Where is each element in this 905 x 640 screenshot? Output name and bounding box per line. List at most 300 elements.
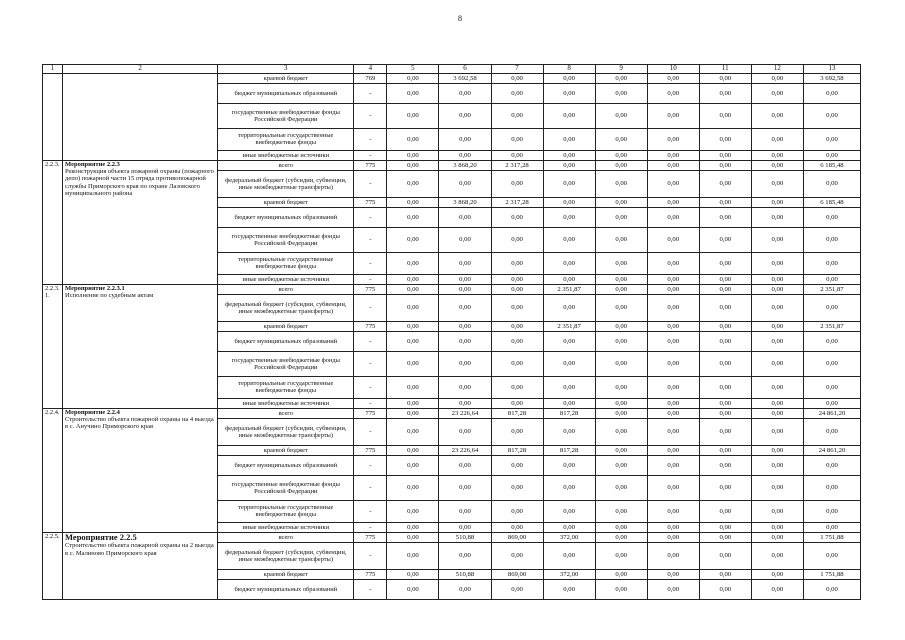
- amount-cell: 0,00: [699, 331, 751, 351]
- event-description-cell: [63, 284, 218, 408]
- amount-cell: 0,00: [543, 331, 595, 351]
- funding-source: иные внебюджетные источники: [218, 150, 354, 160]
- amount-cell: 0,00: [387, 252, 439, 274]
- amount-cell: 0,00: [543, 294, 595, 321]
- funding-source: иные внебюджетные источники: [218, 522, 354, 532]
- ministry-code: -: [354, 128, 387, 150]
- event-title: Мероприятие 2.2.3: [65, 160, 120, 168]
- amount-cell: 0,00: [595, 252, 647, 274]
- amount-cell: 0,00: [543, 170, 595, 197]
- funding-source: иные внебюджетные источники: [218, 398, 354, 408]
- amount-cell: 2 317,28: [491, 197, 543, 207]
- event-description-cell: [63, 160, 218, 284]
- amount-cell: 1 751,88: [803, 569, 860, 579]
- amount-cell: 0,00: [595, 418, 647, 445]
- amount-cell: 0,00: [647, 207, 699, 227]
- header-cell: 13: [803, 65, 860, 74]
- amount-cell: 0,00: [543, 160, 595, 170]
- amount-cell: 0,00: [387, 408, 439, 418]
- amount-cell: 0,00: [647, 294, 699, 321]
- amount-cell: 0,00: [439, 227, 491, 252]
- amount-cell: 0,00: [751, 128, 803, 150]
- amount-cell: 3 692,58: [439, 73, 491, 83]
- amount-cell: 0,00: [699, 274, 751, 284]
- amount-cell: 0,00: [491, 376, 543, 398]
- amount-cell: 0,00: [595, 408, 647, 418]
- amount-cell: 0,00: [647, 569, 699, 579]
- event-number: 2.2.4.: [43, 408, 63, 532]
- ministry-code: -: [354, 500, 387, 522]
- amount-cell: 0,00: [647, 579, 699, 599]
- amount-cell: 0,00: [751, 408, 803, 418]
- funding-source: федеральный бюджет (субсидии, субвенции, иные межбюджетные трансферты): [218, 170, 354, 197]
- amount-cell: 0,00: [543, 579, 595, 599]
- funding-source: территориальные государственные внебюджетные фонды: [218, 252, 354, 274]
- amount-cell: 1 751,88: [803, 532, 860, 542]
- funding-source: федеральный бюджет (субсидии, субвенции, иные межбюджетные трансферты): [218, 294, 354, 321]
- amount-cell: 0,00: [387, 569, 439, 579]
- amount-cell: 0,00: [543, 398, 595, 408]
- ministry-code: -: [354, 542, 387, 569]
- amount-cell: 0,00: [491, 128, 543, 150]
- amount-cell: 0,00: [647, 331, 699, 351]
- amount-cell: 0,00: [595, 83, 647, 103]
- amount-cell: 0,00: [543, 351, 595, 376]
- amount-cell: 0,00: [699, 150, 751, 160]
- amount-cell: 0,00: [491, 207, 543, 227]
- amount-cell: 0,00: [595, 207, 647, 227]
- amount-cell: 0,00: [699, 522, 751, 532]
- header-cell: 9: [595, 65, 647, 74]
- amount-cell: 0,00: [595, 150, 647, 160]
- amount-cell: 0,00: [647, 73, 699, 83]
- amount-cell: 0,00: [751, 522, 803, 532]
- funding-source: территориальные государственные внебюджетные фонды: [218, 128, 354, 150]
- amount-cell: 0,00: [387, 103, 439, 128]
- amount-cell: 0,00: [595, 197, 647, 207]
- ministry-code: -: [354, 150, 387, 160]
- funding-source: краевой бюджет: [218, 197, 354, 207]
- amount-cell: 0,00: [543, 73, 595, 83]
- amount-cell: 0,00: [543, 376, 595, 398]
- ministry-code: -: [354, 376, 387, 398]
- amount-cell: 0,00: [647, 284, 699, 294]
- amount-cell: 0,00: [647, 227, 699, 252]
- amount-cell: 0,00: [803, 103, 860, 128]
- budget-table: [42, 64, 861, 600]
- funding-source: краевой бюджет: [218, 73, 354, 83]
- amount-cell: 0,00: [803, 418, 860, 445]
- amount-cell: 0,00: [387, 351, 439, 376]
- ministry-code: 775: [354, 197, 387, 207]
- amount-cell: 0,00: [647, 455, 699, 475]
- amount-cell: 0,00: [803, 274, 860, 284]
- amount-cell: 0,00: [647, 128, 699, 150]
- amount-cell: 0,00: [439, 150, 491, 160]
- event-description: Строительство объекта пожарной охраны на 4 выезда в с. Анучино Приморского края: [65, 416, 214, 431]
- funding-source: бюджет муниципальных образований: [218, 455, 354, 475]
- amount-cell: 0,00: [751, 445, 803, 455]
- amount-cell: 0,00: [491, 252, 543, 274]
- amount-cell: 0,00: [803, 294, 860, 321]
- header-cell: 1: [43, 65, 63, 74]
- amount-cell: 0,00: [595, 351, 647, 376]
- amount-cell: 0,00: [699, 418, 751, 445]
- amount-cell: 0,00: [699, 500, 751, 522]
- funding-source: всего: [218, 532, 354, 542]
- amount-cell: 0,00: [595, 376, 647, 398]
- event-number: [43, 73, 63, 160]
- amount-cell: 0,00: [439, 579, 491, 599]
- amount-cell: 0,00: [699, 207, 751, 227]
- amount-cell: 0,00: [699, 170, 751, 197]
- amount-cell: 0,00: [387, 160, 439, 170]
- event-description: Реконструкция объекта пожарной охраны (пожарного депо) пожарной части 15 отряда противопожарной службы Приморского края по охране Лазовского муниципального района: [65, 168, 214, 197]
- amount-cell: 817,28: [543, 445, 595, 455]
- amount-cell: 0,00: [543, 103, 595, 128]
- amount-cell: 0,00: [595, 579, 647, 599]
- amount-cell: 0,00: [647, 197, 699, 207]
- amount-cell: 23 226,64: [439, 445, 491, 455]
- amount-cell: 0,00: [751, 398, 803, 408]
- amount-cell: 0,00: [751, 376, 803, 398]
- amount-cell: 0,00: [803, 331, 860, 351]
- amount-cell: 0,00: [439, 398, 491, 408]
- amount-cell: 0,00: [647, 532, 699, 542]
- amount-cell: 0,00: [387, 398, 439, 408]
- funding-source: бюджет муниципальных образований: [218, 579, 354, 599]
- header-cell: 2: [63, 65, 218, 74]
- funding-source: федеральный бюджет (субсидии, субвенции, иные межбюджетные трансферты): [218, 542, 354, 569]
- amount-cell: 0,00: [647, 418, 699, 445]
- amount-cell: 3 692,58: [803, 73, 860, 83]
- header-cell: 5: [387, 65, 439, 74]
- amount-cell: 372,00: [543, 532, 595, 542]
- amount-cell: 0,00: [439, 294, 491, 321]
- amount-cell: 0,00: [439, 284, 491, 294]
- amount-cell: 6 185,48: [803, 160, 860, 170]
- amount-cell: 0,00: [595, 321, 647, 331]
- amount-cell: 0,00: [387, 274, 439, 284]
- amount-cell: 0,00: [647, 522, 699, 532]
- ministry-code: -: [354, 227, 387, 252]
- amount-cell: 0,00: [595, 160, 647, 170]
- funding-source: государственные внебюджетные фонды Российской Федерации: [218, 475, 354, 500]
- amount-cell: 0,00: [387, 418, 439, 445]
- amount-cell: 0,00: [543, 475, 595, 500]
- amount-cell: 3 868,20: [439, 197, 491, 207]
- ministry-code: -: [354, 418, 387, 445]
- ministry-code: 775: [354, 160, 387, 170]
- amount-cell: 0,00: [647, 170, 699, 197]
- amount-cell: 0,00: [803, 207, 860, 227]
- amount-cell: 0,00: [699, 321, 751, 331]
- amount-cell: 0,00: [751, 103, 803, 128]
- amount-cell: 24 861,20: [803, 445, 860, 455]
- amount-cell: 0,00: [491, 274, 543, 284]
- amount-cell: 0,00: [543, 522, 595, 532]
- header-cell: 12: [751, 65, 803, 74]
- event-number: 2.2.3. 1.: [43, 284, 63, 408]
- amount-cell: 0,00: [647, 150, 699, 160]
- amount-cell: 0,00: [491, 284, 543, 294]
- amount-cell: 0,00: [803, 376, 860, 398]
- amount-cell: 0,00: [803, 170, 860, 197]
- amount-cell: 2 351,87: [803, 284, 860, 294]
- amount-cell: 0,00: [699, 128, 751, 150]
- amount-cell: 0,00: [491, 73, 543, 83]
- funding-source: всего: [218, 408, 354, 418]
- amount-cell: 0,00: [387, 128, 439, 150]
- amount-cell: 0,00: [543, 455, 595, 475]
- amount-cell: 0,00: [751, 284, 803, 294]
- amount-cell: 0,00: [439, 274, 491, 284]
- amount-cell: 0,00: [439, 83, 491, 103]
- amount-cell: 0,00: [595, 398, 647, 408]
- amount-cell: 0,00: [647, 160, 699, 170]
- amount-cell: 0,00: [439, 418, 491, 445]
- ministry-code: -: [354, 398, 387, 408]
- amount-cell: 0,00: [699, 284, 751, 294]
- amount-cell: 0,00: [699, 398, 751, 408]
- table-row: [43, 73, 861, 83]
- amount-cell: 0,00: [543, 274, 595, 284]
- event-title: Мероприятие 2.2.3.1: [65, 284, 125, 292]
- amount-cell: 0,00: [491, 170, 543, 197]
- funding-source: всего: [218, 284, 354, 294]
- header-cell: 10: [647, 65, 699, 74]
- amount-cell: 0,00: [387, 475, 439, 500]
- amount-cell: 0,00: [751, 321, 803, 331]
- header-cell: 7: [491, 65, 543, 74]
- amount-cell: 0,00: [595, 445, 647, 455]
- amount-cell: 0,00: [595, 170, 647, 197]
- ministry-code: 775: [354, 284, 387, 294]
- amount-cell: 0,00: [595, 532, 647, 542]
- amount-cell: 6 185,48: [803, 197, 860, 207]
- amount-cell: 0,00: [491, 227, 543, 252]
- ministry-code: -: [354, 103, 387, 128]
- amount-cell: 0,00: [387, 294, 439, 321]
- page-number: 8: [458, 14, 462, 23]
- header-row: [43, 65, 861, 74]
- amount-cell: 0,00: [699, 197, 751, 207]
- funding-source: иные внебюджетные источники: [218, 274, 354, 284]
- amount-cell: 0,00: [491, 150, 543, 160]
- amount-cell: 0,00: [439, 331, 491, 351]
- ministry-code: -: [354, 522, 387, 532]
- amount-cell: 2 351,87: [543, 284, 595, 294]
- ministry-code: 775: [354, 532, 387, 542]
- amount-cell: 0,00: [387, 455, 439, 475]
- amount-cell: 0,00: [387, 83, 439, 103]
- amount-cell: 0,00: [439, 475, 491, 500]
- amount-cell: 0,00: [595, 103, 647, 128]
- funding-source: территориальные государственные внебюджетные фонды: [218, 376, 354, 398]
- amount-cell: 0,00: [543, 227, 595, 252]
- amount-cell: 0,00: [803, 227, 860, 252]
- amount-cell: 0,00: [751, 252, 803, 274]
- event-description-cell: [63, 73, 218, 160]
- amount-cell: 0,00: [387, 150, 439, 160]
- amount-cell: 0,00: [595, 475, 647, 500]
- amount-cell: 0,00: [543, 500, 595, 522]
- amount-cell: 0,00: [699, 83, 751, 103]
- amount-cell: 0,00: [699, 351, 751, 376]
- amount-cell: 0,00: [803, 579, 860, 599]
- funding-source: бюджет муниципальных образований: [218, 331, 354, 351]
- amount-cell: 0,00: [491, 351, 543, 376]
- amount-cell: 0,00: [647, 408, 699, 418]
- amount-cell: 0,00: [803, 455, 860, 475]
- amount-cell: 0,00: [439, 522, 491, 532]
- table-row: [43, 408, 861, 418]
- amount-cell: 869,00: [491, 569, 543, 579]
- amount-cell: 0,00: [595, 227, 647, 252]
- amount-cell: 0,00: [543, 542, 595, 569]
- amount-cell: 0,00: [543, 418, 595, 445]
- amount-cell: 0,00: [595, 455, 647, 475]
- amount-cell: 0,00: [491, 294, 543, 321]
- amount-cell: 0,00: [751, 579, 803, 599]
- amount-cell: 0,00: [699, 569, 751, 579]
- header-cell: 8: [543, 65, 595, 74]
- amount-cell: 0,00: [803, 522, 860, 532]
- funding-source: государственные внебюджетные фонды Российской Федерации: [218, 103, 354, 128]
- amount-cell: 0,00: [387, 207, 439, 227]
- amount-cell: 0,00: [699, 475, 751, 500]
- ministry-code: -: [354, 83, 387, 103]
- amount-cell: 0,00: [387, 321, 439, 331]
- amount-cell: 0,00: [751, 73, 803, 83]
- amount-cell: 23 226,64: [439, 408, 491, 418]
- amount-cell: 510,88: [439, 569, 491, 579]
- ministry-code: -: [354, 475, 387, 500]
- amount-cell: 0,00: [699, 294, 751, 321]
- amount-cell: 0,00: [647, 500, 699, 522]
- ministry-code: -: [354, 274, 387, 284]
- amount-cell: 2 351,87: [803, 321, 860, 331]
- ministry-code: -: [354, 252, 387, 274]
- amount-cell: 0,00: [647, 103, 699, 128]
- funding-source: бюджет муниципальных образований: [218, 207, 354, 227]
- amount-cell: 0,00: [647, 274, 699, 284]
- amount-cell: 0,00: [439, 252, 491, 274]
- amount-cell: 0,00: [647, 321, 699, 331]
- ministry-code: -: [354, 207, 387, 227]
- amount-cell: 0,00: [543, 150, 595, 160]
- amount-cell: 0,00: [491, 500, 543, 522]
- amount-cell: 0,00: [595, 569, 647, 579]
- ministry-code: 775: [354, 321, 387, 331]
- amount-cell: 0,00: [647, 398, 699, 408]
- amount-cell: 0,00: [751, 170, 803, 197]
- amount-cell: 0,00: [387, 376, 439, 398]
- ministry-code: -: [354, 351, 387, 376]
- table-row: [43, 532, 861, 542]
- amount-cell: 0,00: [751, 150, 803, 160]
- funding-source: федеральный бюджет (субсидии, субвенции, иные межбюджетные трансферты): [218, 418, 354, 445]
- ministry-code: -: [354, 579, 387, 599]
- amount-cell: 0,00: [491, 542, 543, 569]
- amount-cell: 0,00: [595, 128, 647, 150]
- amount-cell: 0,00: [751, 500, 803, 522]
- amount-cell: 372,00: [543, 569, 595, 579]
- amount-cell: 0,00: [543, 252, 595, 274]
- amount-cell: 0,00: [387, 170, 439, 197]
- amount-cell: 0,00: [803, 128, 860, 150]
- ministry-code: -: [354, 170, 387, 197]
- amount-cell: 817,28: [491, 408, 543, 418]
- funding-source: краевой бюджет: [218, 321, 354, 331]
- amount-cell: 0,00: [491, 455, 543, 475]
- amount-cell: 0,00: [439, 542, 491, 569]
- amount-cell: 0,00: [595, 522, 647, 532]
- amount-cell: 817,28: [543, 408, 595, 418]
- amount-cell: 0,00: [751, 351, 803, 376]
- amount-cell: 0,00: [387, 500, 439, 522]
- amount-cell: 0,00: [751, 160, 803, 170]
- amount-cell: 0,00: [595, 274, 647, 284]
- amount-cell: 0,00: [439, 103, 491, 128]
- amount-cell: 0,00: [387, 532, 439, 542]
- amount-cell: 0,00: [751, 197, 803, 207]
- amount-cell: 869,00: [491, 532, 543, 542]
- funding-source: всего: [218, 160, 354, 170]
- amount-cell: 0,00: [751, 83, 803, 103]
- table-row: [43, 160, 861, 170]
- amount-cell: 0,00: [699, 408, 751, 418]
- amount-cell: 0,00: [439, 376, 491, 398]
- amount-cell: 0,00: [491, 418, 543, 445]
- amount-cell: 0,00: [387, 73, 439, 83]
- amount-cell: 0,00: [647, 376, 699, 398]
- funding-source: государственные внебюджетные фонды Российской Федерации: [218, 227, 354, 252]
- amount-cell: 0,00: [803, 252, 860, 274]
- amount-cell: 0,00: [699, 73, 751, 83]
- amount-cell: 0,00: [491, 522, 543, 532]
- amount-cell: 0,00: [439, 455, 491, 475]
- amount-cell: 24 861,20: [803, 408, 860, 418]
- amount-cell: 0,00: [647, 445, 699, 455]
- amount-cell: 0,00: [751, 455, 803, 475]
- ministry-code: -: [354, 294, 387, 321]
- amount-cell: 0,00: [387, 579, 439, 599]
- funding-source: краевой бюджет: [218, 569, 354, 579]
- amount-cell: 0,00: [387, 227, 439, 252]
- amount-cell: 0,00: [595, 73, 647, 83]
- amount-cell: 0,00: [803, 475, 860, 500]
- header-cell: 3: [218, 65, 354, 74]
- amount-cell: 0,00: [751, 569, 803, 579]
- amount-cell: 0,00: [491, 83, 543, 103]
- amount-cell: 0,00: [595, 284, 647, 294]
- amount-cell: 0,00: [595, 500, 647, 522]
- amount-cell: 0,00: [751, 542, 803, 569]
- amount-cell: 0,00: [647, 351, 699, 376]
- amount-cell: 0,00: [439, 170, 491, 197]
- event-number: 2.2.3.: [43, 160, 63, 284]
- amount-cell: 0,00: [699, 542, 751, 569]
- amount-cell: 0,00: [387, 197, 439, 207]
- amount-cell: 0,00: [491, 579, 543, 599]
- ministry-code: 775: [354, 445, 387, 455]
- amount-cell: 0,00: [439, 207, 491, 227]
- amount-cell: 0,00: [543, 197, 595, 207]
- event-description: Строительство объекта пожарной охраны на 2 выезда в с. Малиново Приморского края: [65, 542, 214, 557]
- amount-cell: 817,28: [491, 445, 543, 455]
- amount-cell: 0,00: [751, 418, 803, 445]
